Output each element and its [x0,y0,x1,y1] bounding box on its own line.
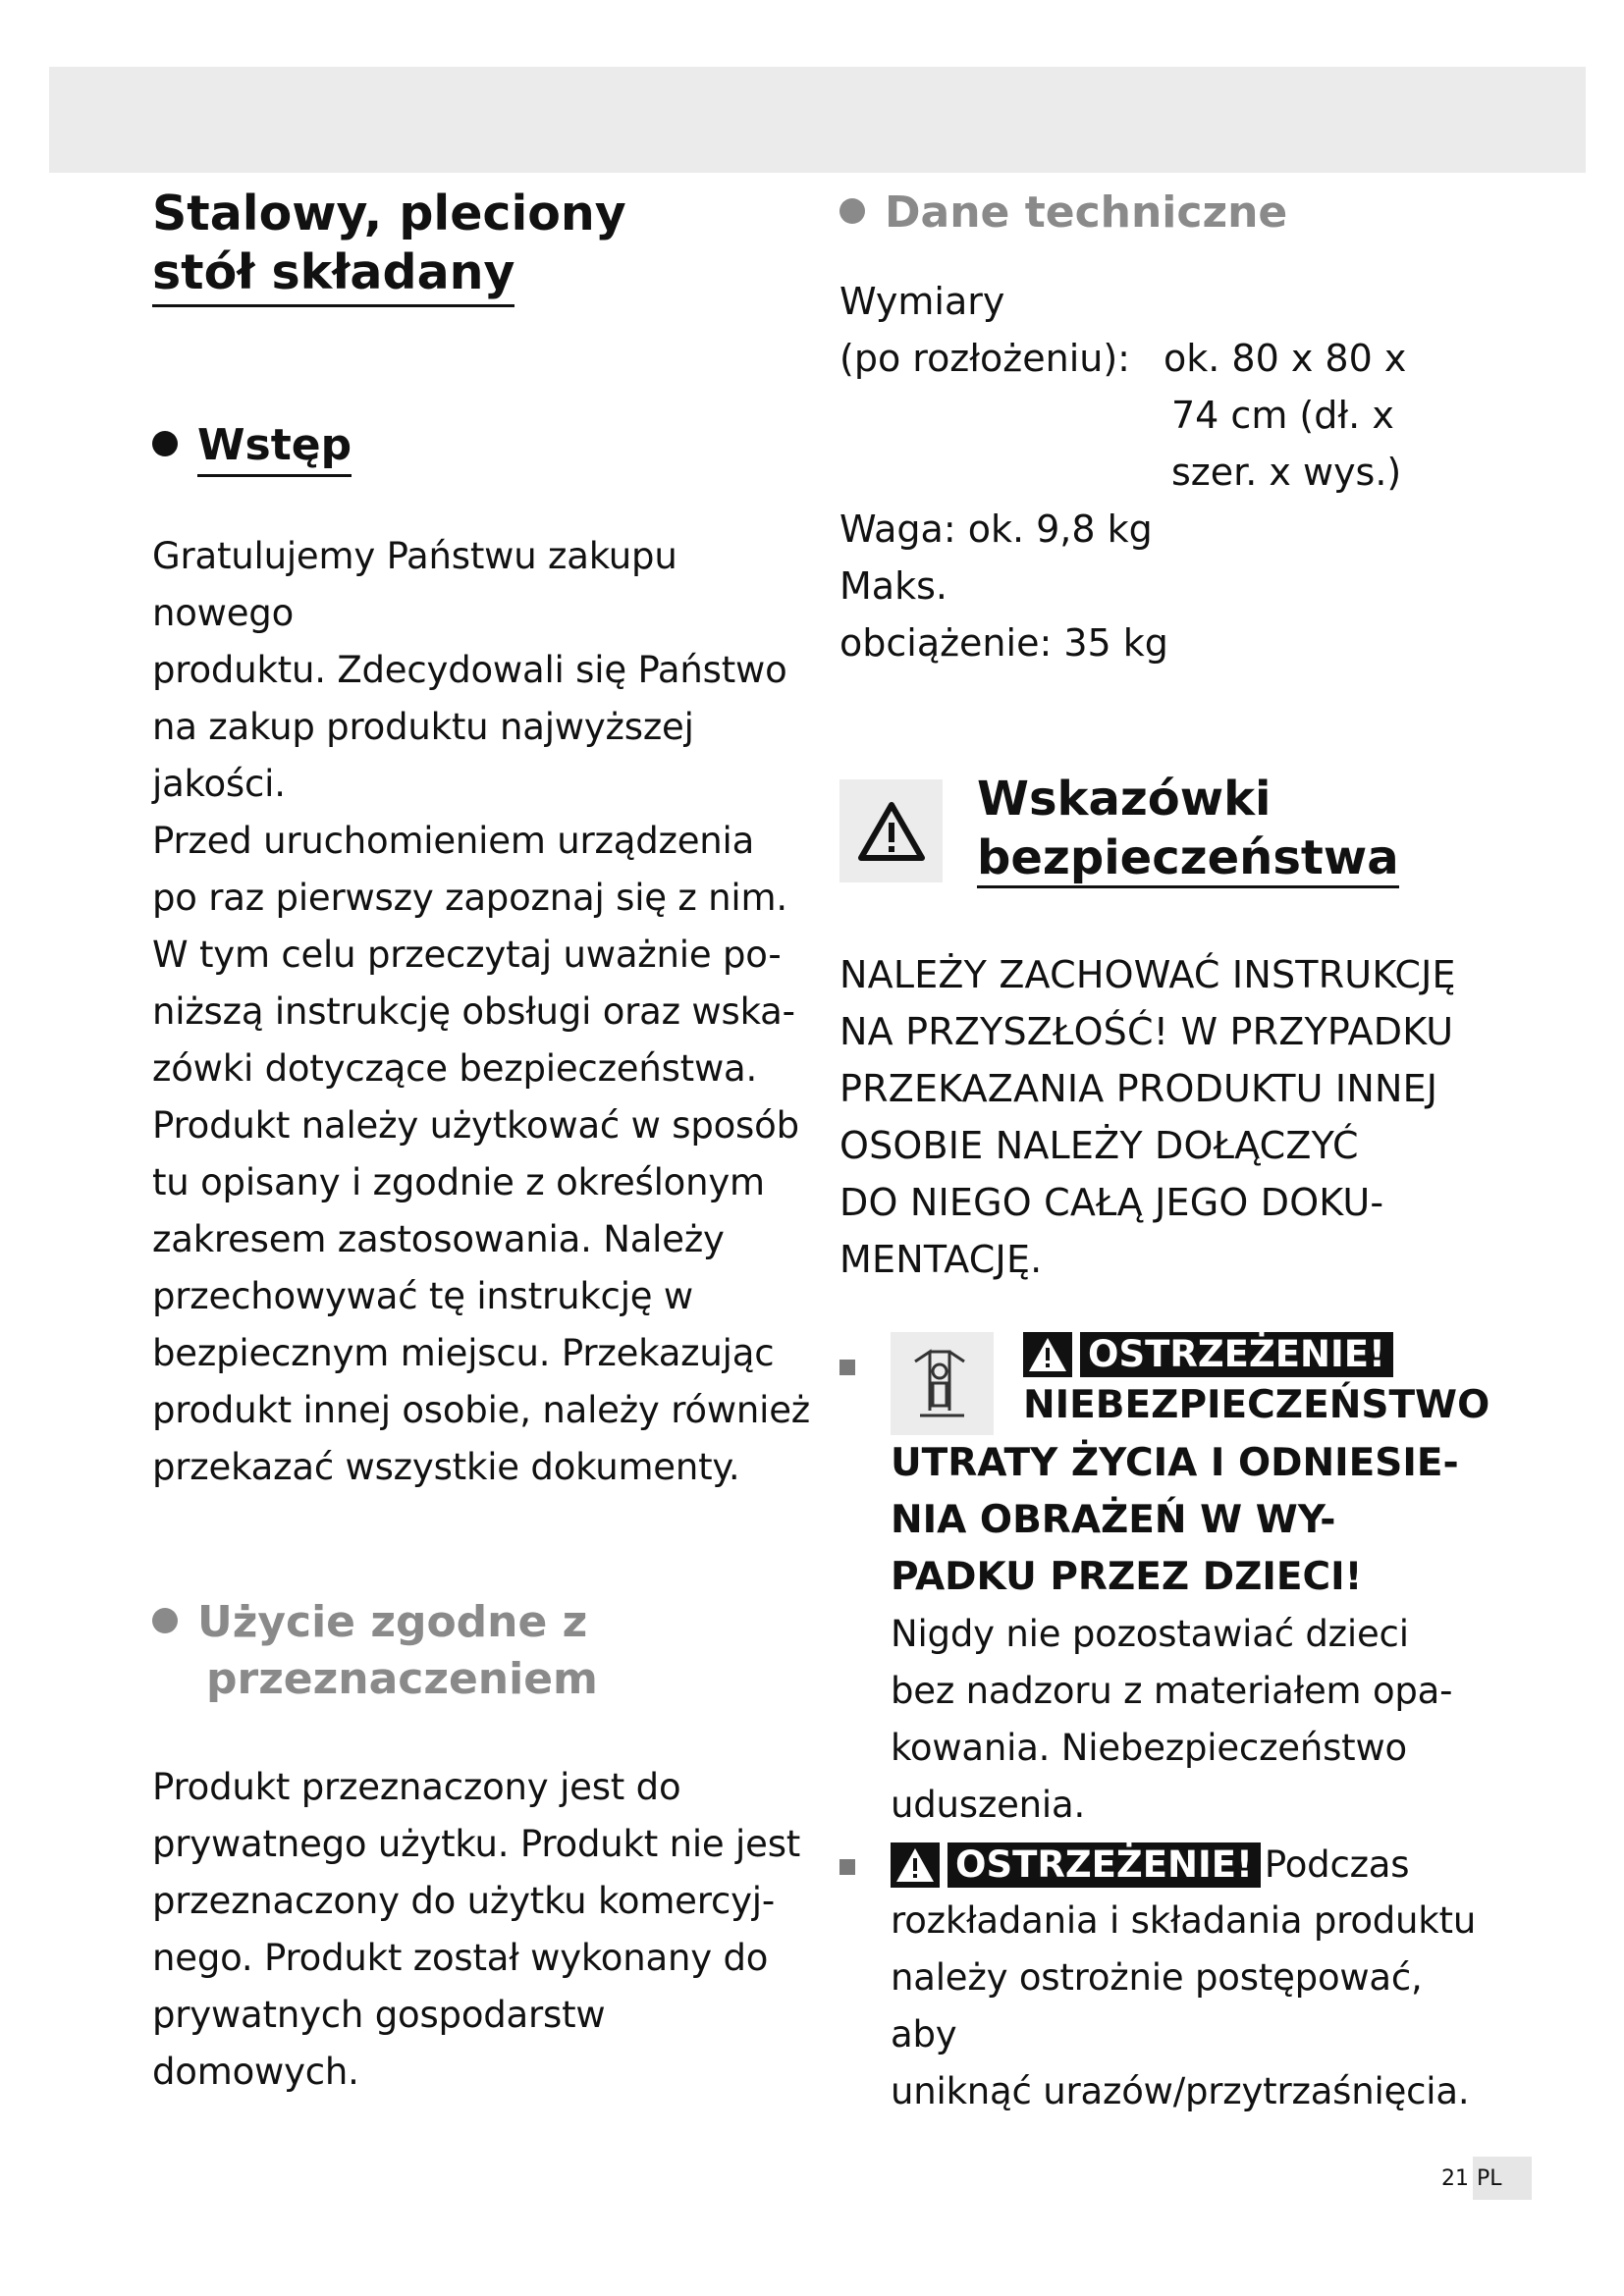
intro-heading: Wstęp [152,417,810,474]
warning-label: OSTRZEŻENIE! [947,1842,1261,1888]
usage-heading: Użycie zgodne z przeznaczeniem [152,1594,810,1712]
child-danger-icon [891,1332,994,1435]
right-column [839,185,1488,2120]
warning-item-children: OSTRZEŻENIE! NIEBEZPIECZEŃSTWO UTRATY ŻYCIA I ODNIESIE- NIA OBRAŻEŃ W WY- PADKU PRZEZ DZIECI! Nigdy nie pozostawiać dzieci bez nadzoru z materiałem opa- kowania. Niebezpieczeństwo uduszenia. [839,1332,1488,1834]
document-title [152,185,810,307]
page-number: 21 PL [1441,2157,1532,2200]
tech-heading: Dane techniczne [839,185,1488,241]
bullet-dot-icon [152,431,178,456]
warning-item-folding: OSTRZEŻENIE! Podczas rozkładania i składania produktu należy ostrożnie postępować, aby uniknąć urazów/przytrzaśnięcia. [839,1838,1488,2120]
warning-badge-icon [891,1842,940,1888]
warning-label: OSTRZEŻENIE! [1080,1332,1393,1377]
warning-triangle-icon [839,779,943,882]
square-bullet-icon [839,1360,855,1375]
title-line-1: Stalowy, pleciony [152,186,626,241]
bullet-dot-icon [839,198,865,224]
warning-badge-icon [1023,1332,1072,1377]
title-line-2: stół składany [152,243,514,307]
left-column [152,185,810,2101]
square-bullet-icon [839,1859,855,1875]
header-band [49,67,1586,173]
safety-instructions-caps: NALEŻY ZACHOWAĆ INSTRUKCJĘ NA PRZYSZŁOŚĆ! W PRZYPADKU PRZEKAZANIA PRODUKTU INNEJ OSOBIE NALEŻY DOŁĄCZYĆ DO NIEGO CAŁĄ JEGO DOKU- MENTACJĘ. [839,953,1456,1281]
safety-heading: Wskazówki bezpieczeństwa [839,770,1488,887]
usage-text: Produkt przeznaczony jest do prywatnego użytku. Produkt nie jest przeznaczony do użytku komercyj- nego. Produkt został wykonany do prywatnych gospodarstw domowych. [152,1766,801,2093]
bullet-dot-icon [152,1608,178,1633]
intro-text: Gratulujemy Państwu zakupu nowego produktu. Zdecydowali się Państwo na zakup produktu najwyższej jakości. Przed uruchomieniem urządzenia po raz pierwszy zapoznaj się z nim. W tym celu przeczytaj uważnie po- niższą instrukcję obsługi oraz wska- zówki dotyczące bezpieczeństwa. Produkt należy użytkować w sposób tu opisany i zgodnie z określonym zakresem zastosowania. Należy przechowywać tę instrukcję w bezpiecznym miejscu. Przekazując produkt innej osobie, należy również przekazać wszystkie dokumenty. [152,535,811,1488]
tech-specs: Wymiary (po rozłożeniu): ok. 80 x 80 x 74 cm (dł. x szer. x wys.) Waga: ok. 9,8 kg Maks. obciążenie: 35 kg [839,280,1407,665]
